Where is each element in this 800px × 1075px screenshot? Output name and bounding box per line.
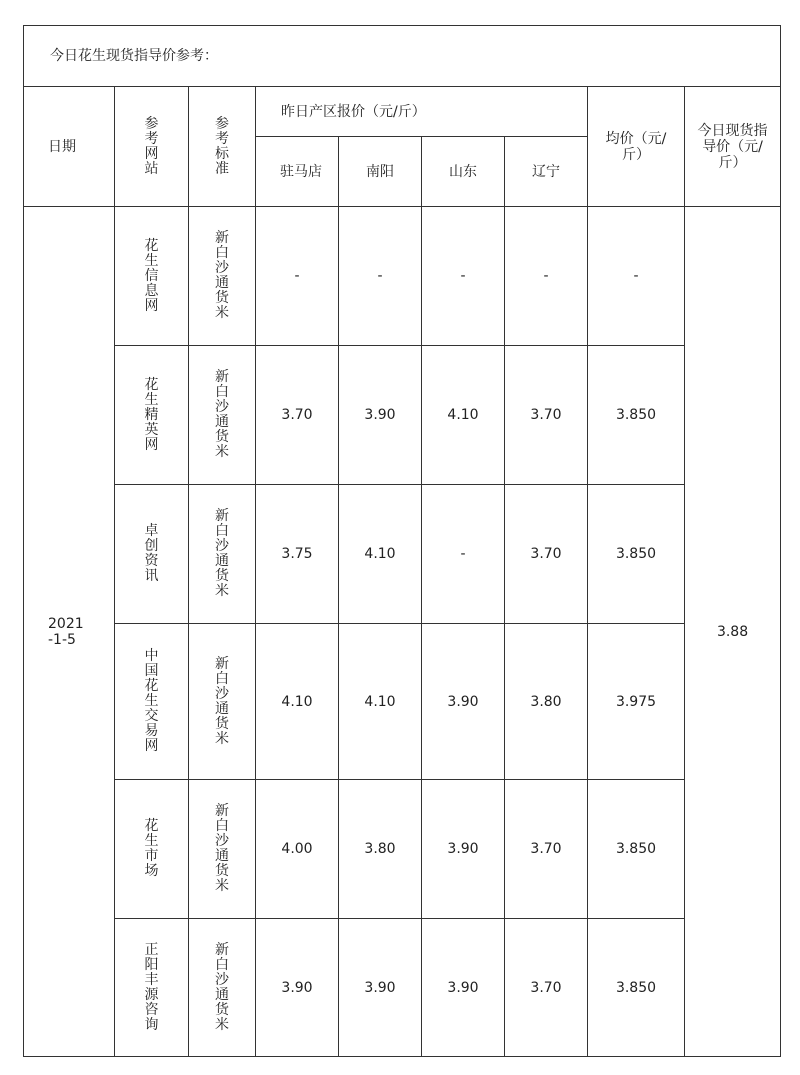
site-cell: 花生精英网: [115, 346, 189, 485]
price-avg: 3.975: [588, 624, 685, 780]
price-nanyang: 4.10: [339, 485, 422, 624]
header-quote-group: 昨日产区报价（元/斤）: [256, 87, 588, 137]
price-avg: 3.850: [588, 485, 685, 624]
price-liaoning: 3.70: [505, 346, 588, 485]
header-standard: 参考标准: [189, 87, 256, 207]
header-guide: 今日现货指导价（元/斤）: [685, 87, 781, 207]
table-title: 今日花生现货指导价参考：: [24, 26, 781, 87]
price-zhumadian: 3.70: [256, 346, 339, 485]
price-nanyang: 3.90: [339, 346, 422, 485]
price-zhumadian: 4.00: [256, 780, 339, 919]
site-cell: 正阳丰源咨询: [115, 919, 189, 1057]
price-liaoning: -: [505, 207, 588, 346]
price-zhumadian: -: [256, 207, 339, 346]
price-liaoning: 3.70: [505, 919, 588, 1057]
price-shandong: 3.90: [422, 919, 505, 1057]
price-avg: 3.850: [588, 919, 685, 1057]
site-cell: 卓创资讯: [115, 485, 189, 624]
header-region-liaoning: 辽宁: [505, 137, 588, 207]
header-date: 日期: [24, 87, 115, 207]
price-liaoning: 3.70: [505, 780, 588, 919]
standard-cell: 新白沙通货米: [189, 346, 256, 485]
price-avg: 3.850: [588, 346, 685, 485]
price-avg: 3.850: [588, 780, 685, 919]
header-region-nanyang: 南阳: [339, 137, 422, 207]
standard-cell: 新白沙通货米: [189, 624, 256, 780]
site-cell: 花生市场: [115, 780, 189, 919]
table-row: [24, 485, 781, 624]
price-avg: -: [588, 207, 685, 346]
header-row-1: [24, 87, 781, 137]
price-shandong: -: [422, 207, 505, 346]
date-cell: 2021-1-5: [24, 207, 115, 1057]
table-row: [24, 346, 781, 485]
standard-cell: 新白沙通货米: [189, 207, 256, 346]
price-table: [23, 25, 781, 1057]
site-cell: 中国花生交易网: [115, 624, 189, 780]
table-row: [24, 919, 781, 1057]
title-row: [24, 26, 781, 87]
price-shandong: 4.10: [422, 346, 505, 485]
table-row: [24, 780, 781, 919]
price-zhumadian: 4.10: [256, 624, 339, 780]
price-shandong: 3.90: [422, 624, 505, 780]
table-row: [24, 207, 781, 346]
price-zhumadian: 3.75: [256, 485, 339, 624]
price-shandong: 3.90: [422, 780, 505, 919]
table-row: [24, 624, 781, 780]
price-zhumadian: 3.90: [256, 919, 339, 1057]
price-nanyang: 3.90: [339, 919, 422, 1057]
guide-price-cell: 3.88: [685, 207, 781, 1057]
price-shandong: -: [422, 485, 505, 624]
price-nanyang: 3.80: [339, 780, 422, 919]
standard-cell: 新白沙通货米: [189, 780, 256, 919]
standard-cell: 新白沙通货米: [189, 485, 256, 624]
price-nanyang: 4.10: [339, 624, 422, 780]
price-liaoning: 3.80: [505, 624, 588, 780]
price-nanyang: -: [339, 207, 422, 346]
header-avg: 均价（元/斤）: [588, 87, 685, 207]
standard-cell: 新白沙通货米: [189, 919, 256, 1057]
header-site: 参考网站: [115, 87, 189, 207]
header-region-zhumadian: 驻马店: [256, 137, 339, 207]
header-region-shandong: 山东: [422, 137, 505, 207]
price-liaoning: 3.70: [505, 485, 588, 624]
site-cell: 花生信息网: [115, 207, 189, 346]
